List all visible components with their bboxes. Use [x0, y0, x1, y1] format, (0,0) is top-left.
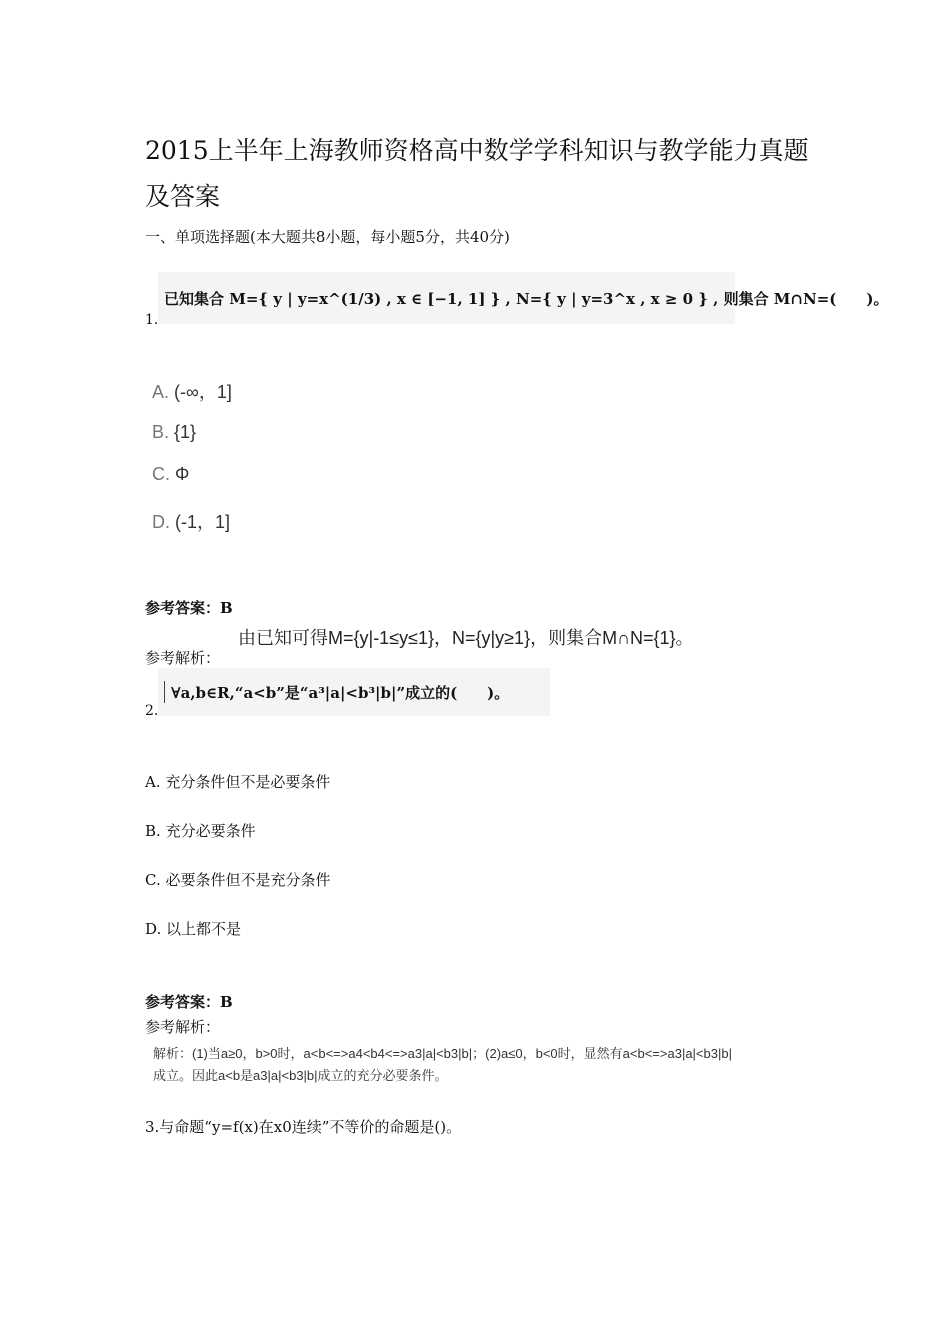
q2-explanation-line-2: 成立。因此a<b是a3|a|<b3|b|成立的充分必要条件。: [153, 1068, 448, 1083]
q2-option-c: [145, 869, 331, 890]
q1-answer: 参考答案：B: [145, 599, 233, 617]
q2-option-a: [145, 771, 330, 792]
question-2-number: 2.: [145, 703, 159, 719]
question-2-stem-image: [158, 668, 550, 716]
q2-option-b: [145, 820, 256, 841]
q2-option-c-text: 必要条件但不是充分条件: [165, 871, 331, 889]
q1-option-b-text: {1}: [174, 422, 197, 442]
q1-option-b-letter: B.: [152, 422, 170, 442]
q2-option-c-letter: C.: [145, 871, 161, 889]
question-2-stem: ∀a,b∈R,“a<b”是“a³|a|<b³|b|”成立的( )。: [171, 683, 510, 702]
stem-image-border: [164, 681, 165, 703]
q1-explanation-label: 参考解析：: [145, 649, 221, 667]
q2-option-a-letter: A.: [145, 773, 161, 791]
q1-option-c-text: Φ: [175, 464, 190, 484]
q2-option-a-text: 充分条件但不是必要条件: [165, 773, 331, 791]
section-heading: 一、单项选择题(本大题共8小题，每小题5分，共40分): [145, 228, 510, 246]
q2-option-d-text: 以上都不是: [166, 920, 242, 938]
q2-answer: 参考答案：B: [145, 993, 233, 1011]
question-1-stem-image: [158, 272, 889, 324]
q1-option-c-letter: C.: [152, 464, 170, 484]
q1-option-d: [152, 508, 230, 534]
q2-option-b-text: 充分必要条件: [165, 822, 256, 840]
q1-option-a: [152, 378, 232, 404]
question-1-stem: 已知集合 M={ y | y=x^(1/3) , x ∈ [−1, 1] } , N={ y | y=3^x , x ≥ 0 } , 则集合 M∩N=( )。: [164, 289, 889, 308]
q1-option-b: [152, 422, 196, 443]
question-1-number: 1.: [145, 312, 159, 328]
q2-explanation-label: 参考解析：: [145, 1018, 221, 1036]
q1-option-a-text: (-∞，1]: [174, 382, 232, 402]
q2-explanation-line-1: 解析：(1)当a≥0，b>0时，a<b<=>a4<b4<=>a3|a|<b3|b|；(2)a≤0，b<0时，显然有a<b<=>a3|a|<b3|b|: [153, 1046, 732, 1061]
q2-option-d: [145, 918, 241, 939]
q2-option-d-letter: D.: [145, 920, 162, 938]
question-3: 3.与命题“y=f(x)在x0连续”不等价的命题是()。: [145, 1118, 462, 1136]
q1-option-d-letter: D.: [152, 512, 170, 532]
q1-option-a-letter: A.: [152, 382, 170, 402]
q1-explanation: 由已知可得M={y|-1≤y≤1}，N={y|y≥1}，则集合M∩N={1}。: [238, 628, 694, 648]
q2-option-b-letter: B.: [145, 822, 161, 840]
q1-option-c: [152, 464, 189, 485]
document-title: 2015上半年上海教师资格高中数学学科知识与教学能力真题及答案: [145, 136, 809, 211]
q1-option-d-text: (-1，1]: [175, 512, 231, 532]
